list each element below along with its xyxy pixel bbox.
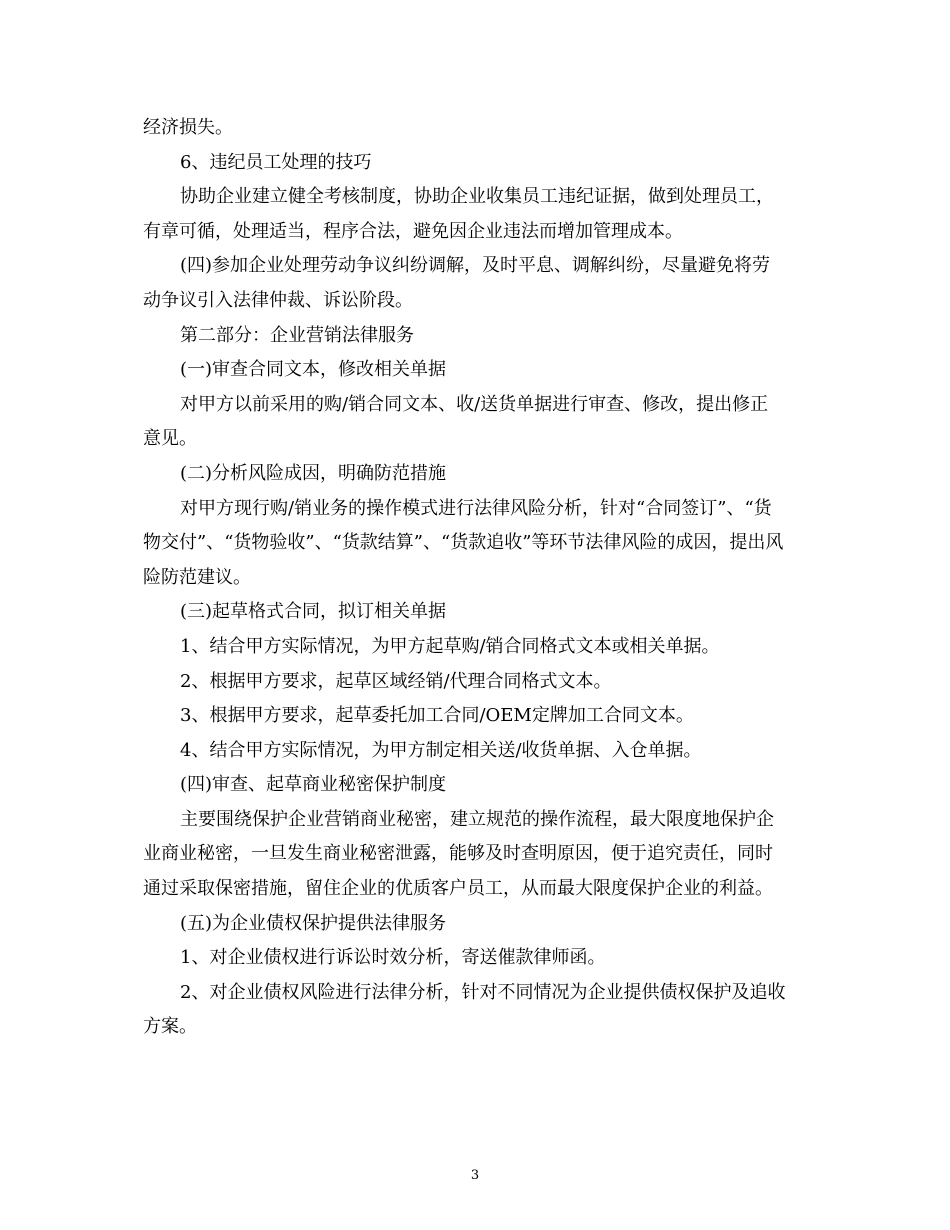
- text-line: (一)审查合同文本，修改相关单据: [180, 359, 447, 381]
- text-line: 6、违纪员工处理的技巧: [180, 151, 372, 173]
- text-line: 险防范建议。: [143, 566, 251, 588]
- text-line: 4、结合甲方实际情况，为甲方制定相关送/收货单据、入仓单据。: [180, 739, 702, 761]
- text-line: 对甲方现行购/销业务的操作模式进行法律风险分析，针对“合同签订”、“货: [180, 497, 772, 519]
- text-line: 2、对企业债权风险进行法律分析，针对不同情况为企业提供债权保护及追收: [180, 981, 786, 1003]
- document-body: [143, 111, 808, 1045]
- text-line: 3、根据甲方要求，起草委托加工合同/OEM定牌加工合同文本。: [180, 705, 694, 727]
- text-line: 动争议引入法律仲裁、诉讼阶段。: [143, 289, 413, 311]
- text-line: (五)为企业债权保护提供法律服务: [180, 912, 447, 934]
- text-line: 通过采取保密措施，留住企业的优质客户员工，从而最大限度保护企业的利益。: [143, 878, 773, 900]
- text-line: (四)参加企业处理劳动争议纠纷调解，及时平息、调解纠纷，尽量避免将劳: [180, 255, 771, 277]
- text-line: 对甲方以前采用的购/销合同文本、收/送货单据进行审查、修改，提出修正: [180, 393, 769, 415]
- text-line: 业商业秘密，一旦发生商业秘密泄露，能够及时查明原因，便于追究责任，同时: [143, 843, 773, 865]
- text-line: (三)起草格式合同，拟订相关单据: [180, 601, 447, 623]
- text-line: (四)审查、起草商业秘密保护制度: [180, 774, 447, 796]
- text-line: 经济损失。: [143, 117, 233, 138]
- text-line: 物交付”、“货物验收”、“货款结算”、“货款追收”等环节法律风险的成因，提出风: [143, 532, 784, 554]
- text-line: 第二部分：企业营销法律服务: [180, 324, 414, 346]
- text-line: 有章可循，处理适当，程序合法，避免因企业违法而增加管理成本。: [143, 220, 683, 242]
- text-line: 主要围绕保护企业营销商业秘密，建立规范的操作流程，最大限度地保护企: [180, 808, 774, 830]
- text-line: 1、对企业债权进行诉讼时效分析，寄送催款律师函。: [180, 947, 606, 969]
- text-line: 协助企业建立健全考核制度，协助企业收集员工违纪证据，做到处理员工，: [180, 186, 774, 208]
- text-line: 意见。: [143, 428, 197, 450]
- page-number: 3: [470, 1168, 480, 1183]
- text-line: 1、结合甲方实际情况，为甲方起草购/销合同格式文本或相关单据。: [180, 635, 720, 657]
- text-line: (二)分析风险成因，明确防范措施: [180, 462, 447, 484]
- text-line: 2、根据甲方要求，起草区域经销/代理合同格式文本。: [180, 670, 612, 692]
- text-line: 方案。: [143, 1016, 197, 1038]
